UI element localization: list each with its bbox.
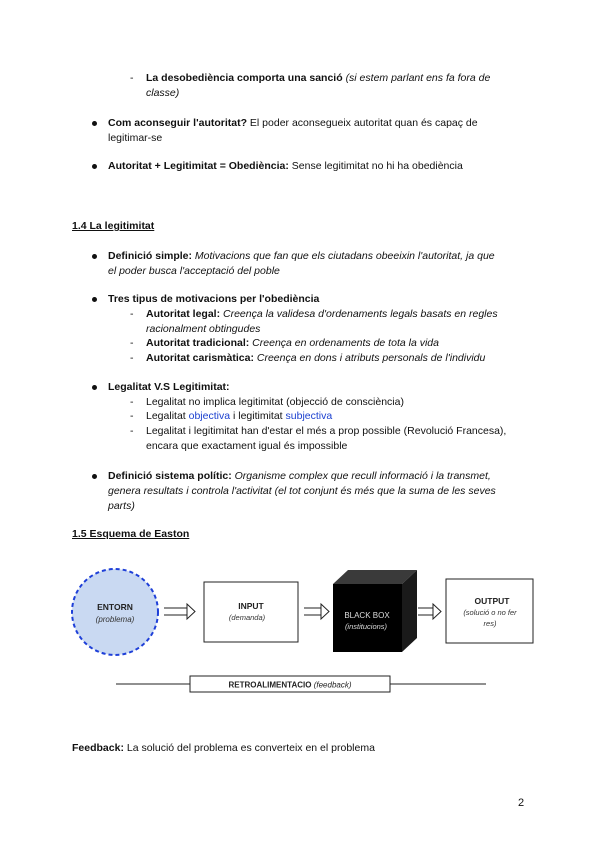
com-aconseguir-bold: Com aconseguir l'autoritat? xyxy=(108,117,248,129)
legalitat-sub2 xyxy=(146,409,332,424)
com-aconseguir-item xyxy=(108,116,528,131)
legalitat-heading: Legalitat V.S Legitimitat: xyxy=(108,381,230,393)
retro-ital: (feedback) xyxy=(313,680,352,690)
autoritat-carismatica-text: Creença en dons i atributs personals de l'individu xyxy=(253,352,486,364)
dash-marker: - xyxy=(130,352,134,364)
arrow-icon xyxy=(304,604,329,619)
feedback-paragraph xyxy=(72,741,375,756)
easton-diagram xyxy=(60,560,540,700)
def-simple-item xyxy=(108,249,538,264)
autoritat-tradicional-bold: Autoritat tradicional: xyxy=(146,337,250,349)
subjectiva-word: subjectiva xyxy=(285,410,333,422)
sanction-ital: (si estem parlant ens fa fora de xyxy=(345,72,491,84)
dash-marker: - xyxy=(130,396,134,408)
autoritat-tradicional-text: Creença en ordenaments de tota la vida xyxy=(249,337,439,349)
dash-marker: - xyxy=(130,308,134,320)
entorn-sub: (problema) xyxy=(95,615,135,624)
feedback-text: La solució del problema es converteix en el problema xyxy=(123,742,375,754)
arrow-icon xyxy=(164,604,195,619)
sistema-politic-item xyxy=(108,469,538,484)
legalitat-sub2-a: Legalitat xyxy=(146,410,189,422)
legalitat-sub3: Legalitat i legitimitat han d'estar el més a prop possible (Revolució Francesa), xyxy=(146,425,507,437)
autoritat-carismatica-item xyxy=(146,351,536,366)
retro-text: RETROALIMENTACIO xyxy=(228,680,312,690)
bullet-dot xyxy=(92,164,97,169)
bullet-dot xyxy=(92,385,97,390)
sanction-ital-cont: classe) xyxy=(146,87,180,99)
autoritat-carismatica-bold: Autoritat carismàtica: xyxy=(146,352,254,364)
def-simple-text: Motivacions que fan que els ciutadans obeeixin l'autoritat, ja que xyxy=(192,250,495,262)
blackbox-title: BLACK BOX xyxy=(344,611,390,620)
autoritat-legal-cont: racionalment obtingudes xyxy=(146,323,261,335)
input-sub: (demanda) xyxy=(228,613,266,622)
input-box xyxy=(204,582,298,642)
entorn-title: ENTORN xyxy=(97,602,133,612)
sanction-item xyxy=(146,71,526,86)
autoritat-legal-item xyxy=(146,307,536,322)
sistema-politic-cont2: parts) xyxy=(108,500,135,512)
dash-marker: - xyxy=(130,410,134,422)
def-simple-bold: Definició simple: xyxy=(108,250,193,262)
legalitat-sub1: Legalitat no implica legitimitat (objecció de consciència) xyxy=(146,396,404,408)
obediencia-item xyxy=(108,159,528,174)
arrow-icon xyxy=(418,604,441,619)
output-sub-a: (solució o no fer xyxy=(463,608,517,617)
sistema-politic-text: Organisme complex que recull informació i la transmet, xyxy=(231,470,491,482)
output-sub-b: res) xyxy=(483,619,497,628)
input-title: INPUT xyxy=(238,601,264,611)
com-aconseguir-cont: legitimar-se xyxy=(108,132,163,144)
obediencia-text: Sense legitimitat no hi ha obediència xyxy=(288,160,463,172)
bullet-dot xyxy=(92,297,97,302)
feedback-bold: Feedback: xyxy=(72,742,124,754)
bullet-dot xyxy=(92,474,97,479)
autoritat-legal-bold: Autoritat legal: xyxy=(146,308,221,320)
output-title: OUTPUT xyxy=(474,596,510,606)
autoritat-legal-text: Creença la validesa d'ordenaments legals basats en regles xyxy=(220,308,498,320)
bullet-dot xyxy=(92,121,97,126)
bullet-dot xyxy=(92,254,97,259)
sistema-politic-bold: Definició sistema polític: xyxy=(108,470,232,482)
obediencia-bold: Autoritat + Legitimitat = Obediència: xyxy=(108,160,289,172)
tres-tipus-heading: Tres tipus de motivacions per l'obediència xyxy=(108,293,320,305)
dash-marker: - xyxy=(130,425,134,437)
def-simple-cont: el poder busca l'acceptació del poble xyxy=(108,265,280,277)
sanction-bold: La desobediència comporta una sanció xyxy=(146,72,343,84)
entorn-circle xyxy=(72,569,158,655)
retro-label xyxy=(229,681,352,690)
legalitat-sub2-c: i legitimitat xyxy=(230,410,286,422)
com-aconseguir-text: El poder aconsegueix autoritat quan és capaç de xyxy=(247,117,478,129)
section-heading-1-5: 1.5 Esquema de Easton xyxy=(72,528,190,540)
objectiva-word: objectiva xyxy=(188,410,231,422)
legalitat-sub3-cont: encara que exactament igual és impossible xyxy=(146,440,348,452)
section-heading-1-4: 1.4 La legitimitat xyxy=(72,220,155,232)
sistema-politic-cont1: genera resultats i controla l'activitat (el tot conjunt és més que la suma de les seves xyxy=(108,485,496,497)
blackbox-sub: (institucions) xyxy=(344,622,388,631)
dash-marker: - xyxy=(130,72,134,84)
dash-marker: - xyxy=(130,337,134,349)
autoritat-tradicional-item xyxy=(146,336,536,351)
page-number: 2 xyxy=(518,797,525,809)
